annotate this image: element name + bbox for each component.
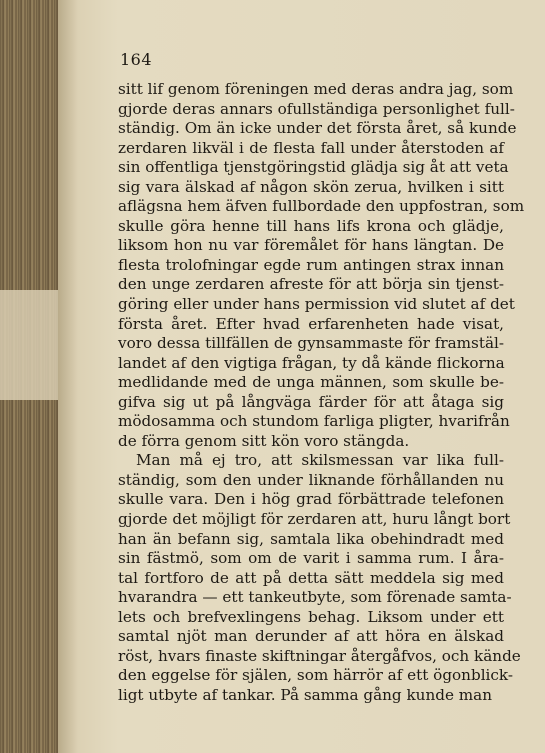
text-line: ständig, som den under liknande förhållanden nu [118, 470, 504, 489]
text-line: sin fästmö, som om de varit i samma rum. I åra- [118, 549, 504, 568]
text-line: ligt utbyte af tankar. På samma gång kunde man [118, 685, 493, 704]
text-line: sitt lif genom föreningen med deras andra jag, som [118, 80, 514, 98]
text-line: de förra genom sitt kön voro stängda. [118, 431, 410, 450]
text-line: gjorde deras annars ofullständiga personlighet full- [118, 99, 515, 118]
book-page [58, 0, 545, 753]
body-text [118, 80, 525, 706]
text-line: landet af den vigtiga frågan, ty då kände flickorna [118, 353, 505, 372]
text-line: tal fortforo de att på detta sätt meddela sig med [118, 568, 504, 587]
text-line: sig vara älskad af någon skön zerua, hvilken i sitt [118, 177, 504, 196]
text-line: voro dessa tillfällen de gynsammaste för framstäl- [118, 334, 504, 353]
text-line: mödosamma och stundom farliga pligter, hvarifrån [118, 412, 510, 431]
page-edge-highlight [0, 290, 60, 400]
text-line: zerdaren likväl i de flesta fall under återstoden af [118, 138, 504, 157]
text-line: lets och brefvexlingens behag. Liksom under ett [118, 607, 504, 626]
text-line: skulle göra henne till hans lifs krona och glädje, [118, 216, 504, 235]
text-line: göring eller under hans permission vid slutet af det [118, 295, 515, 314]
text-line: flesta trolofningar egde rum antingen strax innan [118, 255, 504, 274]
text-line: aflägsna hem äfven fullbordade den uppfostran, som [118, 197, 525, 216]
text-line: liksom hon nu var föremålet för hans längtan. De [118, 236, 504, 255]
text-line: han än befann sig, samtala lika obehindradt med [118, 529, 504, 548]
text-line: gifva sig ut på långväga färder för att åtaga sig [118, 392, 504, 411]
text-line: Man må ej tro, att skilsmessan var lika full- [136, 451, 504, 470]
text-line: medlidande med de unga männen, som skulle be- [118, 373, 504, 392]
text-line: skulle vara. Den i hög grad förbättrade telefonen [118, 490, 504, 509]
text-line: gjorde det möjligt för zerdaren att, huru långt bort [118, 510, 511, 529]
text-line: hvarandra — ett tankeutbyte, som förenade samta- [118, 588, 512, 607]
text-line: röst, hvars finaste skiftningar återgåfvos, och kände [118, 646, 521, 665]
text-line: den eggelse för själen, som härrör af ett ögonblick- [118, 666, 513, 685]
text-line: ständig. Om än icke under det första året, så kunde [118, 119, 517, 138]
text-line: den unge zerdaren afreste för att börja sin tjenst- [118, 275, 504, 294]
text-line: första året. Efter hvad erfarenheten hade visat, [118, 314, 504, 333]
text-line: samtal njöt man derunder af att höra en älskad [118, 627, 504, 646]
text-line: sin offentliga tjenstgöringstid glädja sig åt att veta [118, 158, 509, 177]
page-number: 164 [120, 50, 153, 69]
